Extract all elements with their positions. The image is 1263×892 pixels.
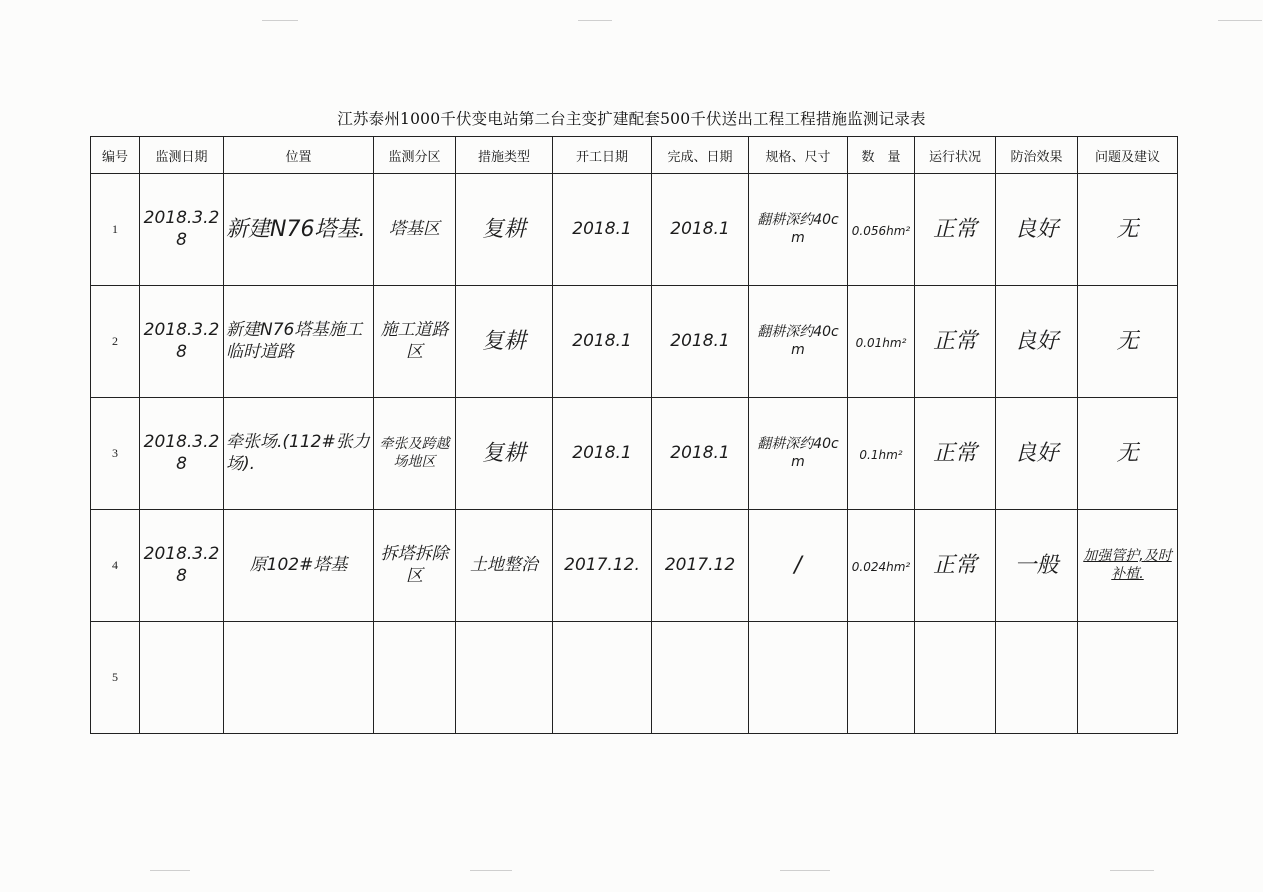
start-cell	[553, 174, 652, 286]
location-cell	[224, 174, 374, 286]
monitoring-record-table	[90, 136, 1178, 734]
handwritten-location: 原102#塔基	[249, 554, 348, 575]
handwritten-status: 正常	[932, 328, 977, 354]
location-cell	[224, 286, 374, 398]
date-cell	[140, 510, 224, 622]
scan-mark	[578, 20, 612, 21]
handwritten-start: 2018.1	[572, 218, 632, 239]
handwritten-location: 新建N76塔基.	[226, 216, 366, 242]
start-cell	[553, 510, 652, 622]
handwritten-zone: 塔基区	[389, 218, 440, 239]
end-cell	[652, 286, 749, 398]
effect-cell	[996, 174, 1078, 286]
handwritten-spec: 翻耕深约40cm	[757, 324, 839, 358]
status-cell	[915, 398, 996, 510]
spec-cell	[749, 398, 848, 510]
handwritten-spec: 翻耕深约40cm	[757, 212, 839, 246]
handwritten-quantity: 0.024hm²	[851, 560, 911, 574]
handwritten-spec: 翻耕深约40cm	[757, 436, 839, 470]
zone-cell	[374, 286, 456, 398]
location-cell	[224, 510, 374, 622]
handwritten-location: 牵张场.(112#张力场).	[226, 432, 370, 474]
header-cell-quantity: 数 量	[848, 137, 915, 174]
type-cell	[456, 286, 553, 398]
handwritten-zone: 施工道路区	[380, 320, 449, 362]
handwritten-effect: 一般	[1014, 552, 1059, 578]
quantity-cell	[848, 174, 915, 286]
effect-cell	[996, 398, 1078, 510]
handwritten-advice: 无	[1116, 328, 1139, 354]
scan-mark	[470, 870, 512, 871]
type-cell	[456, 398, 553, 510]
handwritten-type: 复耕	[481, 440, 526, 466]
row-number: 3	[91, 398, 140, 510]
handwritten-effect: 良好	[1014, 440, 1059, 466]
handwritten-start: 2018.1	[572, 330, 632, 351]
quantity-cell	[848, 622, 915, 734]
handwritten-effect: 良好	[1014, 216, 1059, 242]
handwritten-start: 2017.12.	[564, 554, 640, 575]
header-cell-effect: 防治效果	[996, 137, 1078, 174]
advice-cell	[1078, 398, 1178, 510]
row-number: 1	[91, 174, 140, 286]
header-cell-location: 位置	[224, 137, 374, 174]
start-cell	[553, 286, 652, 398]
handwritten-status: 正常	[932, 216, 977, 242]
handwritten-advice: 无	[1116, 216, 1139, 242]
handwritten-end: 2018.1	[670, 218, 730, 239]
header-cell-start: 开工日期	[553, 137, 652, 174]
end-cell	[652, 622, 749, 734]
table-row	[91, 286, 1178, 398]
handwritten-type: 复耕	[481, 328, 526, 354]
handwritten-quantity: 0.01hm²	[855, 336, 907, 350]
zone-cell	[374, 398, 456, 510]
status-cell	[915, 174, 996, 286]
end-cell	[652, 398, 749, 510]
quantity-cell	[848, 286, 915, 398]
handwritten-spec: /	[794, 552, 802, 578]
handwritten-zone: 拆塔拆除区	[380, 544, 449, 586]
row-number: 4	[91, 510, 140, 622]
handwritten-advice: 无	[1116, 440, 1139, 466]
handwritten-zone: 牵张及跨越场地区	[379, 436, 450, 470]
end-cell	[652, 510, 749, 622]
quantity-cell	[848, 510, 915, 622]
handwritten-type: 土地整治	[470, 554, 538, 575]
header-cell-date: 监测日期	[140, 137, 224, 174]
table-row	[91, 622, 1178, 734]
header-cell-spec: 规格、尺寸	[749, 137, 848, 174]
scan-mark	[1110, 870, 1154, 871]
handwritten-effect: 良好	[1014, 328, 1059, 354]
handwritten-end: 2018.1	[670, 442, 730, 463]
type-cell	[456, 510, 553, 622]
row-number: 5	[91, 622, 140, 734]
zone-cell	[374, 622, 456, 734]
advice-cell	[1078, 174, 1178, 286]
status-cell	[915, 510, 996, 622]
handwritten-status: 正常	[932, 440, 977, 466]
date-cell	[140, 398, 224, 510]
spec-cell	[749, 622, 848, 734]
start-cell	[553, 622, 652, 734]
advice-cell	[1078, 622, 1178, 734]
spec-cell	[749, 174, 848, 286]
handwritten-date: 2018.3.28	[143, 208, 220, 250]
handwritten-end: 2017.12	[664, 554, 736, 575]
date-cell	[140, 622, 224, 734]
handwritten-date: 2018.3.28	[143, 320, 220, 362]
spec-cell	[749, 286, 848, 398]
scan-mark	[780, 870, 830, 871]
spec-cell	[749, 510, 848, 622]
date-cell	[140, 286, 224, 398]
advice-cell	[1078, 286, 1178, 398]
advice-cell	[1078, 510, 1178, 622]
effect-cell	[996, 510, 1078, 622]
table-row	[91, 174, 1178, 286]
scan-mark	[150, 870, 190, 871]
header-row	[91, 137, 1178, 174]
header-cell-zone: 监测分区	[374, 137, 456, 174]
header-cell-advice: 问题及建议	[1078, 137, 1178, 174]
effect-cell	[996, 286, 1078, 398]
effect-cell	[996, 622, 1078, 734]
quantity-cell	[848, 398, 915, 510]
handwritten-quantity: 0.1hm²	[859, 448, 903, 462]
date-cell	[140, 174, 224, 286]
location-cell	[224, 398, 374, 510]
handwritten-status: 正常	[932, 552, 977, 578]
header-cell-type: 措施类型	[456, 137, 553, 174]
header-cell-status: 运行状况	[915, 137, 996, 174]
header-cell-end: 完成、日期	[652, 137, 749, 174]
status-cell	[915, 286, 996, 398]
handwritten-type: 复耕	[481, 216, 526, 242]
type-cell	[456, 622, 553, 734]
document-title: 江苏泰州1000千伏变电站第二台主变扩建配套500千伏送出工程工程措施监测记录表	[337, 110, 926, 128]
handwritten-date: 2018.3.28	[143, 432, 220, 474]
end-cell	[652, 174, 749, 286]
zone-cell	[374, 510, 456, 622]
table-row	[91, 510, 1178, 622]
handwritten-start: 2018.1	[572, 442, 632, 463]
status-cell	[915, 622, 996, 734]
type-cell	[456, 174, 553, 286]
handwritten-quantity: 0.056hm²	[851, 224, 911, 238]
table-row	[91, 398, 1178, 510]
handwritten-end: 2018.1	[670, 330, 730, 351]
header-cell-no: 编号	[91, 137, 140, 174]
start-cell	[553, 398, 652, 510]
handwritten-advice: 加强管护,及时补植.	[1083, 548, 1172, 582]
scan-mark	[262, 20, 298, 21]
row-number: 2	[91, 286, 140, 398]
scan-mark	[1218, 20, 1262, 21]
zone-cell	[374, 174, 456, 286]
handwritten-date: 2018.3.28	[143, 544, 220, 586]
location-cell	[224, 622, 374, 734]
handwritten-location: 新建N76塔基施工临时道路	[226, 320, 363, 362]
